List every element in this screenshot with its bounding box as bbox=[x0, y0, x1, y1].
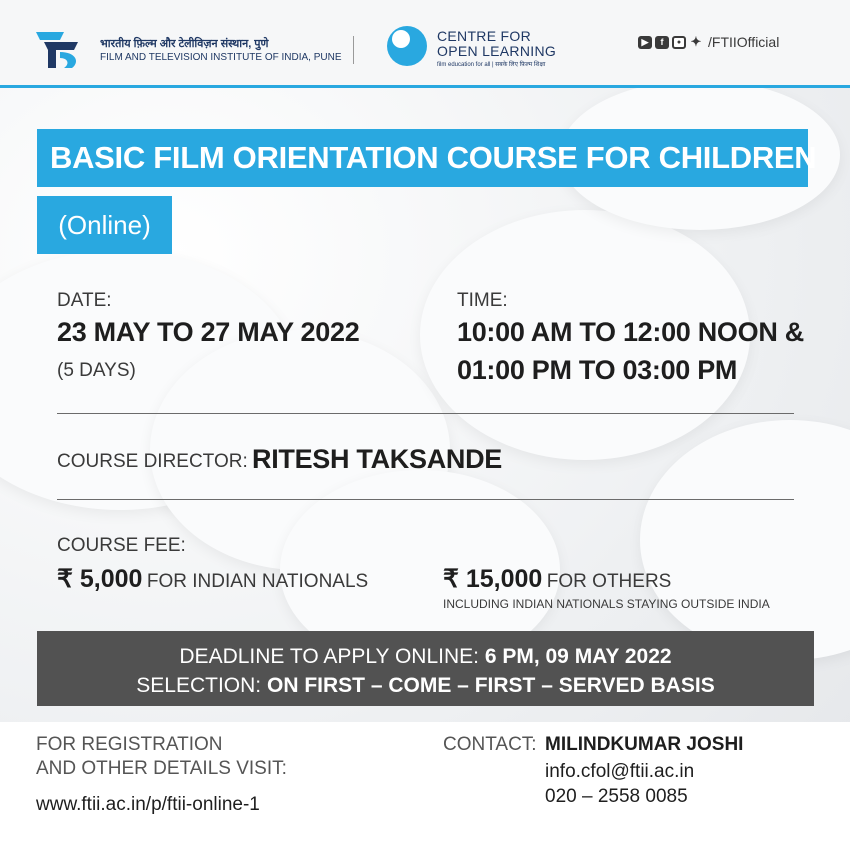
fee-others bbox=[443, 564, 671, 594]
social-handle[interactable]: /FTIIOfficial bbox=[708, 34, 780, 50]
fee-others-amount: ₹ 15,000 bbox=[443, 565, 543, 593]
institute-name-english: FILM AND TELEVISION INSTITUTE OF INDIA, PUNE bbox=[100, 52, 342, 63]
course-mode-badge: (Online) bbox=[37, 196, 172, 254]
registration-line-2: AND OTHER DETAILS VISIT: bbox=[36, 758, 287, 779]
centre-logo-icon bbox=[385, 24, 433, 68]
fee-indian bbox=[57, 564, 368, 594]
ftii-logo-icon bbox=[34, 22, 86, 72]
deadline-line bbox=[37, 642, 814, 671]
facebook-icon[interactable]: f bbox=[655, 36, 669, 49]
youtube-icon[interactable]: ▶ bbox=[638, 36, 652, 49]
course-title: BASIC FILM ORIENTATION COURSE FOR CHILDREN bbox=[37, 129, 808, 187]
selection-value: ON FIRST – COME – FIRST – SERVED BASIS bbox=[267, 674, 715, 697]
contact-email-link[interactable]: info.cfol@ftii.ac.in bbox=[545, 761, 695, 782]
selection-line bbox=[37, 671, 814, 700]
director-label: COURSE DIRECTOR: bbox=[57, 451, 248, 472]
contact-label: CONTACT: bbox=[443, 734, 537, 755]
divider-line bbox=[57, 499, 794, 500]
time-line-2: 01:00 PM TO 03:00 PM bbox=[457, 355, 738, 385]
header bbox=[0, 0, 850, 88]
header-divider bbox=[353, 36, 354, 64]
centre-name-line2: OPEN LEARNING bbox=[437, 43, 557, 59]
registration-url-link[interactable]: www.ftii.ac.in/p/ftii-online-1 bbox=[36, 794, 260, 815]
social-links bbox=[638, 34, 779, 50]
fee-others-note: INCLUDING INDIAN NATIONALS STAYING OUTSIDE INDIA bbox=[443, 597, 770, 611]
fee-indian-amount: ₹ 5,000 bbox=[57, 565, 143, 593]
deadline-banner bbox=[37, 631, 814, 706]
institute-name-hindi: भारतीय फ़िल्म और टेलीविज़न संस्थान, पुणे bbox=[100, 38, 269, 50]
deadline-value: 6 PM, 09 MAY 2022 bbox=[484, 645, 672, 668]
divider-line bbox=[57, 413, 794, 414]
registration-line-1: FOR REGISTRATION bbox=[36, 734, 223, 755]
duration-text: (5 DAYS) bbox=[57, 360, 136, 381]
footer bbox=[0, 722, 850, 850]
centre-tagline: film education for all | सबके लिए फ़िल्म शिक्षा bbox=[437, 62, 546, 68]
fee-indian-text: FOR INDIAN NATIONALS bbox=[146, 571, 369, 592]
contact-phone[interactable]: 020 – 2558 0085 bbox=[545, 786, 688, 807]
director-name: RITESH TAKSANDE bbox=[252, 444, 503, 474]
centre-name-line1: CENTRE FOR bbox=[437, 28, 531, 44]
time-line-1: 10:00 AM TO 12:00 NOON & bbox=[457, 317, 804, 347]
background-shape bbox=[640, 420, 850, 660]
contact-name: MILINDKUMAR JOSHI bbox=[545, 734, 744, 755]
date-value: 23 MAY TO 27 MAY 2022 bbox=[57, 317, 360, 347]
date-label: DATE: bbox=[57, 290, 112, 311]
instagram-icon[interactable]: ● bbox=[672, 36, 686, 49]
fee-label: COURSE FEE: bbox=[57, 535, 186, 556]
selection-label: SELECTION: bbox=[136, 674, 262, 697]
deadline-label: DEADLINE TO APPLY ONLINE: bbox=[179, 645, 479, 668]
time-label: TIME: bbox=[457, 290, 508, 311]
fee-others-text: FOR OTHERS bbox=[546, 571, 672, 592]
twitter-icon[interactable]: ✦ bbox=[690, 34, 702, 49]
